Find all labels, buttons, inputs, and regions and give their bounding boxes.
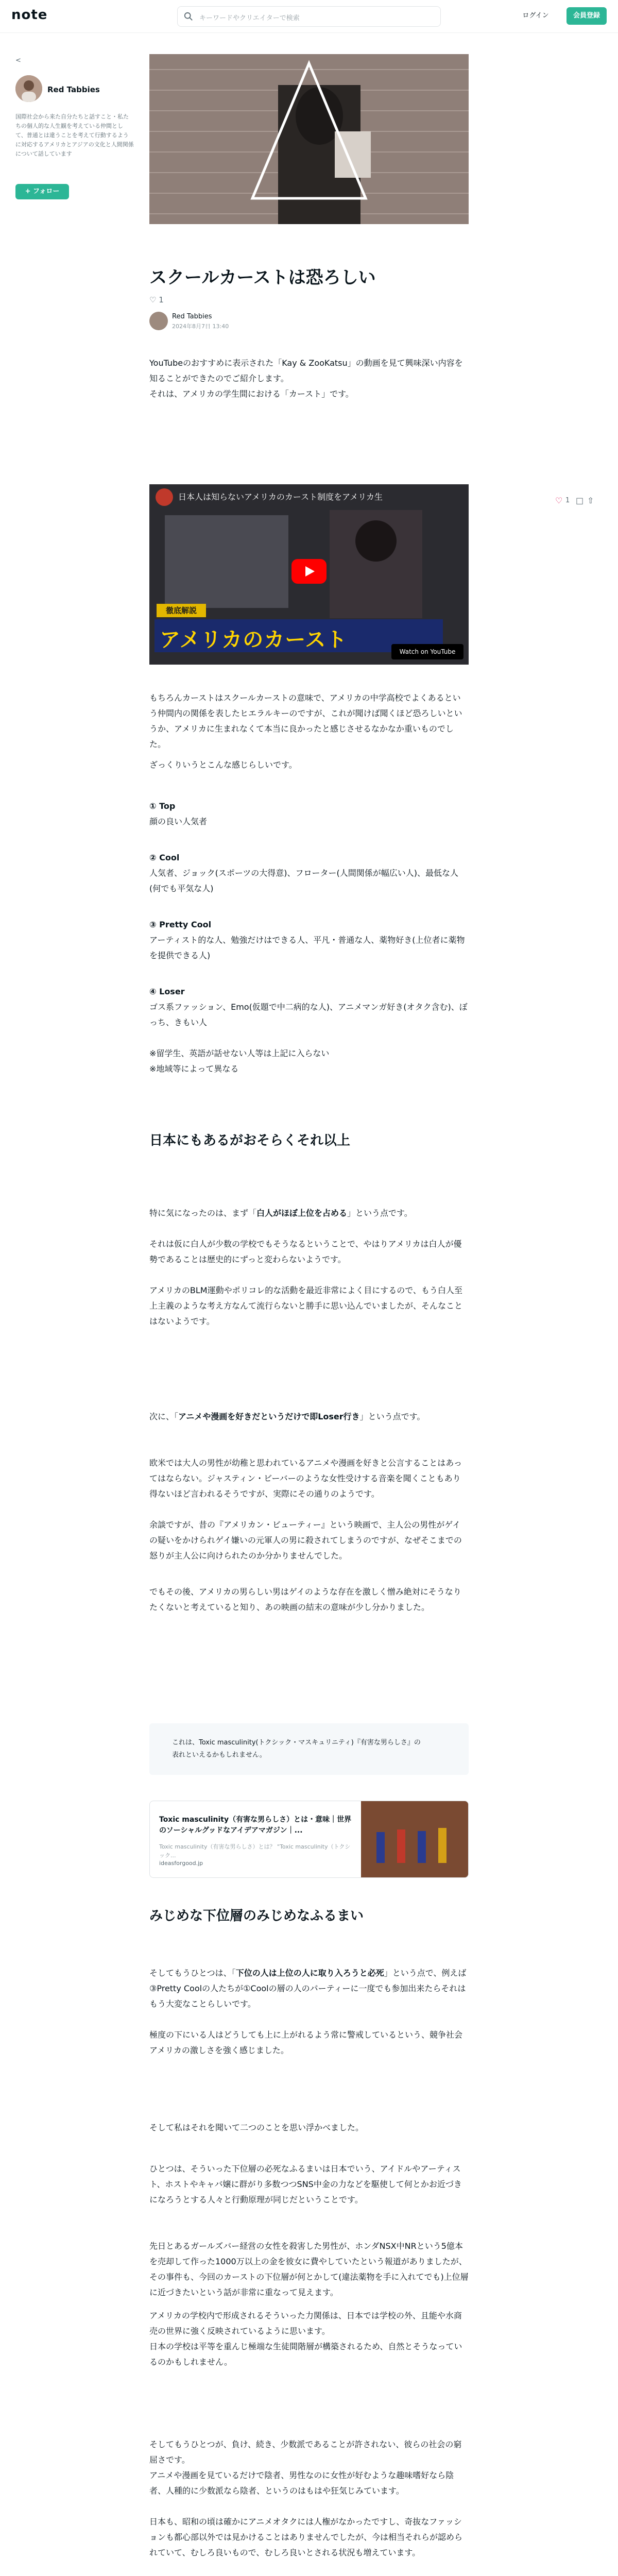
signup-button[interactable]: 会員登録 (566, 7, 607, 25)
paragraph-misery-2: 極度の下にいる人はどうしても上に上がれるよう常に警戒しているという、競争社会アメリカの激しさを強く感じました。 (149, 2030, 463, 2055)
hero-image (149, 54, 469, 224)
paragraph-misery-4: ひとつは、そういった下位層の必死なふるまいは日本でいう、アイドルやアーティスト、ホストやキャバ嬢に群がり多数つつSNS中金の力などを駆使して何とかお近づきになろうとする人々と行動原理が同じだということです。 (149, 2164, 462, 2205)
site-header (0, 0, 618, 33)
paragraph-racism-2: それは仮に白人が少数の学校でもそうなるということで、やはりアメリカは白人が優勢であることは歴史的にずっと変わらないようです。 (149, 1239, 462, 1264)
login-button[interactable]: ログイン (522, 12, 549, 20)
paragraph-racism-3: アメリカのBLM運動やポリコレ的な活動を最近非常によく目にするので、もう白人至上主義のような考え方なんて流行らないと勝手に思い込んでいましたが、そんなことはないようです。 (149, 1285, 463, 1326)
follow-label: フォロー (33, 188, 60, 195)
heading-misery: みじめな下位層のみじめなふるまい (149, 1908, 364, 1924)
share-icon[interactable]: ⇧ (587, 496, 594, 505)
paragraph-misery-7: 日本の学校は平等を重んじ極端な生徒間階層が構築されるため、自然とそうなっているのかもしれません。 (149, 2342, 462, 2367)
paragraph-misery-1: そしてもうひとつは、「下位の人は上位の人に取り入ろうと必死」という点で、例えば③Pretty Coolの人たちが①Coolの層の人のパーティーに一度でも参加出来たらそれはもう大変なことらしいです。 (149, 1968, 467, 2009)
floating-heart-icon[interactable]: ♡ (555, 496, 563, 505)
creator-bio: 国際社会から来た自分たちと話すこと・私たちの個人的な人生観を考えている仲間として、普通とは違うことを考えて行動するように対応するアメリカとアジアの文化と人間関係について話しています (15, 113, 134, 157)
quote-block (149, 1723, 469, 1775)
paragraph-misery-8: そしてもうひとつが、負け、続き、少数派であることが許されない、彼らの社会の窮屈さです。 (149, 2439, 462, 2465)
intro-paragraph-2: それは、アメリカの学生間における「カースト」です。 (149, 389, 354, 399)
note-logo[interactable]: note (11, 7, 48, 23)
paragraph-anime-4: でもその後、アメリカの男らしい男はゲイのような存在を激しく憎み絶対にそうなりたくないと考えていると知り、あの映画の結末の意味が少し分かりました。 (149, 1587, 461, 1612)
video-title[interactable]: 日本人は知らないアメリカのカースト制度をアメリカ生 (178, 492, 383, 502)
paragraph-misery-3: そして私はそれを聞いて二つのことを思い浮かべました。 (149, 2123, 364, 2132)
paragraph-anime-1: 次に、「アニメや漫画を好きだというだけで即Loser行き」という点です。 (149, 1412, 425, 1421)
creator-name[interactable]: Red Tabbies (47, 85, 100, 94)
caste-loser-desc: ゴス系ファッション、Emo(仮題で中二病的な人)、アニメマンガ好き(オタク含む)、ぼっち、きもい人 (149, 1002, 468, 1027)
link-card-thumbnail (361, 1801, 469, 1878)
avatar-image (15, 75, 42, 102)
user-plus-icon: + (25, 188, 31, 195)
paragraph-racism-1: 特に気になったのは、まず「白人がほぼ上位を占める」という点です。 (149, 1208, 413, 1218)
caste-pretty-cool-desc: アーティスト的な人、勉強だけはできる人、平凡・普通な人、薬物好き(上位者に薬物を提供できる人) (149, 935, 465, 960)
paragraph-misery-10: 日本も、昭和の頃は確かにアニメオタクには人権がなかったですし、奇抜なファッションも都心部以外では見かけることはありませんでしたが、今は相当それらが認められていて、むしろ良いもので、むしろ良いとされる状況も増えています。 (149, 2517, 463, 2557)
caste-loser-name: ④ Loser (149, 987, 185, 996)
creator-avatar[interactable] (15, 75, 42, 102)
quote-text: これは、Toxic masculinity(トクシック・マスキュリニティ)『有害な男らしさ』の表れといえるかもしれません。 (172, 1739, 421, 1759)
link-card-image (361, 1801, 469, 1878)
like-count: 1 (159, 295, 164, 304)
paragraph-anime-3: 余談ですが、昔の『アメリカン・ビューティー』という映画で、主人公の男性がゲイの疑いをかけられゲイ嫌いの元軍人の男に殺されてしまうのですが、なぜそこまでの怒りが主人公に向けられたのか分かりませんでした。 (149, 1520, 462, 1561)
paragraph-summary: ざっくりいうとこんな感じらしいです。 (149, 760, 297, 770)
search-box[interactable] (177, 6, 441, 27)
link-card-title[interactable]: Toxic masculinity（有害な男らしさ）とは・意味｜世界のソーシャルグッドなアイデアマガジン｜... (159, 1816, 352, 1835)
note-2: ※地域等によって異なる (149, 1064, 239, 1074)
paragraph-misery-6: アメリカの学校内で形成されるそういった力関係は、日本では学校の外、且能や水商売の世界に強く反映されているように思います。 (149, 2311, 462, 2336)
floating-like-count: 1 (565, 497, 570, 504)
caste-cool-desc: 人気者、ジョック(スポーツの大得意)、フローター(人間関係が幅広い人)、最低な人(何でも平気な人) (149, 868, 459, 893)
video-banner-text: アメリカのカースト (160, 628, 348, 652)
comment-icon[interactable]: □ (576, 496, 584, 505)
caste-top-name: ① Top (149, 801, 176, 811)
like-row[interactable] (149, 295, 164, 304)
link-card-description: Toxic masculinity（有害な男らしさ）とは？ "Toxic masculinity（トクシック... (159, 1843, 351, 1859)
note-1: ※留学生、英語が話せない人等は上記に入らない (149, 1048, 330, 1058)
author-avatar[interactable] (149, 312, 168, 330)
channel-avatar[interactable] (156, 488, 173, 506)
paragraph-caste-intro: もちろんカーストはスクールカーストの意味で、アメリカの中学高校でよくあるという仲間内の関係を表したヒエラルキーのですが、これが聞けば聞くほど恐ろしいというか、アメリカに生まれなくて本当に良かったと感じさせるなかなか重いものでした。 (149, 693, 462, 749)
floating-actions (555, 496, 602, 508)
publish-date: 2024年8月7日 13:40 (172, 323, 229, 330)
video-badge: 徹底解説 (157, 604, 206, 617)
caste-pretty-cool-name: ③ Pretty Cool (149, 920, 212, 929)
watch-on-youtube-button[interactable]: Watch on YouTube (391, 644, 464, 659)
heart-icon[interactable]: ♡ (149, 295, 157, 304)
paragraph-anime-2: 欧米では大人の男性が幼稚と思われているアニメや漫画を好きと公言することはあってはならない。ジャスティン・ビーバーのような女性受けする音楽を聞くこともあり得ないほど言われるそうですが、実際にその通りのようです。 (149, 1458, 462, 1499)
search-placeholder[interactable]: キーワードやクリエイターで検索 (199, 14, 300, 22)
heading-racism: 日本にもあるがおそらくそれ以上 (149, 1133, 351, 1148)
intro-paragraph-1: YouTubeのおすすめに表示された「Kay & ZooKatsu」の動画を見て興味深い内容を知ることができたのでご紹介します。 (149, 358, 463, 383)
link-card[interactable] (149, 1801, 469, 1878)
search-icon (184, 12, 193, 21)
link-card-host: ideasforgood.jp (159, 1860, 203, 1867)
caste-cool-name: ② Cool (149, 853, 180, 862)
article-title: スクールカーストは恐ろしい (149, 267, 376, 288)
back-chevron-icon[interactable]: < (15, 57, 21, 64)
caste-top-desc: 顔の良い人気者 (149, 817, 208, 826)
youtube-embed[interactable] (149, 484, 469, 665)
play-icon[interactable] (291, 559, 327, 584)
hero-photo (149, 54, 469, 224)
paragraph-misery-5: 先日とあるガールズバー経営の女性を殺害した男性が、ホンダNSX中NRという5億本を売却して作った1000万以上の金を彼女に費やしていたという報道がありましたが、その事件も、今回のカーストの下位層が何とかして(違法薬物を手に入れてでも)上位層に近づきたいという話が非常に重なって見えます。 (149, 2241, 469, 2297)
paragraph-misery-9: アニメや漫画を見ているだけで陰者、男性なのに女性が好むような趣味嗜好なら陰者、人種的に少数派なら陰者、というのはもはや狂気じみています。 (149, 2470, 454, 2496)
author-name[interactable]: Red Tabbies (172, 313, 212, 320)
follow-button[interactable] (15, 184, 69, 199)
creator-sidebar (15, 57, 134, 195)
